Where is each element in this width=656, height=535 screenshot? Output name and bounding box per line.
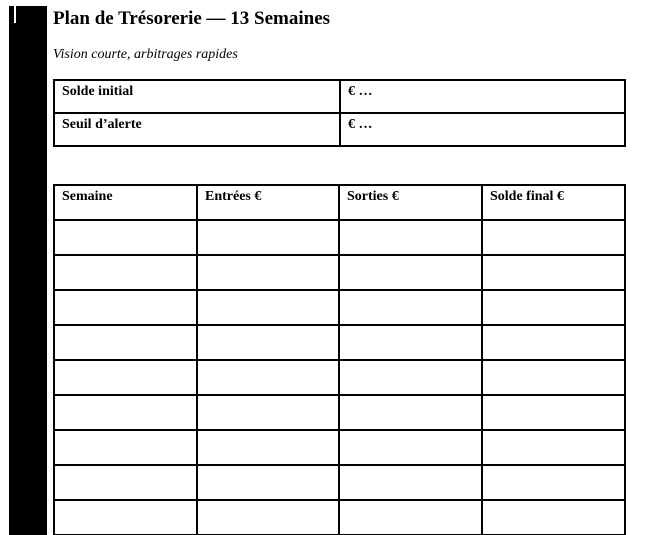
table-cell[interactable]: [482, 395, 625, 430]
table-cell[interactable]: [197, 255, 339, 290]
table-row: [54, 255, 625, 290]
table-cell[interactable]: [197, 360, 339, 395]
table-row: [54, 395, 625, 430]
weekly-cash-table: [53, 184, 626, 535]
table-cell[interactable]: [197, 465, 339, 500]
table-row: [54, 325, 625, 360]
column-header-inflows: Entrées €: [197, 185, 339, 220]
table-cell[interactable]: [197, 220, 339, 255]
table-cell[interactable]: [339, 290, 482, 325]
parameter-value[interactable]: € …: [340, 80, 625, 113]
table-cell[interactable]: [54, 360, 197, 395]
table-cell[interactable]: [54, 395, 197, 430]
table-cell[interactable]: [482, 430, 625, 465]
table-row: [54, 220, 625, 255]
table-cell[interactable]: [197, 290, 339, 325]
table-row: [54, 430, 625, 465]
table-cell[interactable]: [54, 220, 197, 255]
table-row: [54, 290, 625, 325]
table-cell[interactable]: [339, 255, 482, 290]
table-cell[interactable]: [197, 430, 339, 465]
parameter-row-alert-threshold: [54, 113, 625, 146]
page-subtitle: Vision courte, arbitrages rapides: [53, 47, 238, 62]
column-header-closing-balance: Solde final €: [482, 185, 625, 220]
table-cell[interactable]: [482, 255, 625, 290]
table-cell[interactable]: [339, 430, 482, 465]
parameters-table: [53, 79, 626, 147]
table-cell[interactable]: [482, 290, 625, 325]
table-cell[interactable]: [482, 325, 625, 360]
table-cell[interactable]: [197, 500, 339, 535]
table-cell[interactable]: [339, 360, 482, 395]
table-cell[interactable]: [339, 500, 482, 535]
table-cell[interactable]: [482, 500, 625, 535]
table-cell[interactable]: [54, 430, 197, 465]
table-cell[interactable]: [54, 255, 197, 290]
table-row: [54, 465, 625, 500]
margin-notch: [14, 6, 16, 23]
table-cell[interactable]: [339, 220, 482, 255]
column-header-week: Semaine: [54, 185, 197, 220]
table-row: [54, 500, 625, 535]
table-header-row: [54, 185, 625, 220]
table-cell[interactable]: [339, 465, 482, 500]
table-cell[interactable]: [54, 325, 197, 360]
column-header-outflows: Sorties €: [339, 185, 482, 220]
page-title: Plan de Trésorerie — 13 Semaines: [53, 8, 331, 29]
parameter-label: Solde initial: [54, 80, 340, 113]
table-cell[interactable]: [339, 395, 482, 430]
table-cell[interactable]: [482, 360, 625, 395]
table-cell[interactable]: [339, 325, 482, 360]
left-margin-bar: [9, 6, 47, 535]
parameter-label: Seuil d’alerte: [54, 113, 340, 146]
parameter-value[interactable]: € …: [340, 113, 625, 146]
table-cell[interactable]: [197, 395, 339, 430]
table-cell[interactable]: [54, 290, 197, 325]
table-cell[interactable]: [482, 465, 625, 500]
table-cell[interactable]: [197, 325, 339, 360]
parameter-row-initial-balance: [54, 80, 625, 113]
table-body: [54, 220, 625, 535]
table-cell[interactable]: [482, 220, 625, 255]
table-row: [54, 360, 625, 395]
table-cell[interactable]: [54, 465, 197, 500]
table-cell[interactable]: [54, 500, 197, 535]
